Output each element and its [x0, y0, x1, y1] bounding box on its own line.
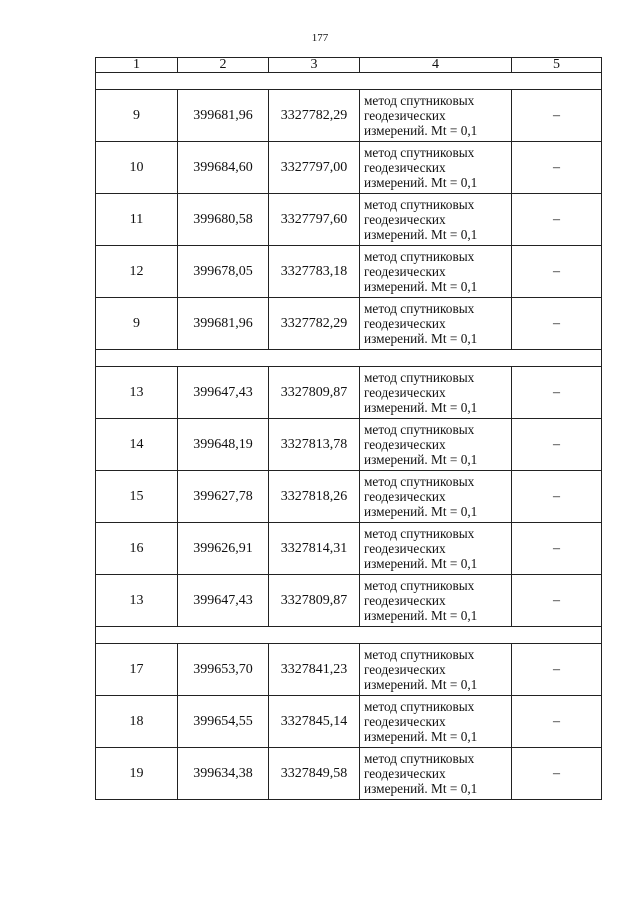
method-cell — [360, 90, 512, 142]
group-separator-row — [96, 350, 602, 367]
y-coordinate-cell: 3327814,31 — [269, 523, 360, 575]
table-row — [96, 367, 602, 419]
method-text-line: геодезических — [364, 437, 446, 452]
x-coordinate-cell: 399626,91 — [178, 523, 269, 575]
table-row — [96, 419, 602, 471]
method-text-line: метод спутниковых — [364, 249, 475, 264]
method-cell — [360, 367, 512, 419]
note-cell: – — [512, 246, 602, 298]
x-coordinate-cell: 399681,96 — [178, 298, 269, 350]
table-row — [96, 298, 602, 350]
column-header-4: 4 — [360, 58, 512, 73]
method-text-line: геодезических — [364, 766, 446, 781]
note-cell: – — [512, 471, 602, 523]
method-text-line: геодезических — [364, 385, 446, 400]
note-cell: – — [512, 523, 602, 575]
method-text-line: метод спутниковых — [364, 93, 475, 108]
method-text-line: измерений. Mt = 0,1 — [364, 279, 478, 294]
group-separator-row — [96, 73, 602, 90]
method-text-line: метод спутниковых — [364, 474, 475, 489]
table-row — [96, 90, 602, 142]
method-text-line: геодезических — [364, 160, 446, 175]
x-coordinate-cell: 399647,43 — [178, 575, 269, 627]
point-number-cell: 13 — [96, 575, 178, 627]
note-cell: – — [512, 142, 602, 194]
method-text-line: измерений. Mt = 0,1 — [364, 175, 478, 190]
x-coordinate-cell: 399648,19 — [178, 419, 269, 471]
note-cell: – — [512, 298, 602, 350]
method-text-line: геодезических — [364, 316, 446, 331]
y-coordinate-cell: 3327782,29 — [269, 298, 360, 350]
method-cell — [360, 575, 512, 627]
point-number-cell: 15 — [96, 471, 178, 523]
method-text-line: метод спутниковых — [364, 647, 475, 662]
table-row — [96, 575, 602, 627]
method-cell — [360, 748, 512, 800]
method-text-line: измерений. Mt = 0,1 — [364, 677, 478, 692]
y-coordinate-cell: 3327809,87 — [269, 367, 360, 419]
method-text-line: измерений. Mt = 0,1 — [364, 729, 478, 744]
method-cell — [360, 523, 512, 575]
method-cell — [360, 696, 512, 748]
y-coordinate-cell: 3327782,29 — [269, 90, 360, 142]
y-coordinate-cell: 3327849,58 — [269, 748, 360, 800]
table-body — [96, 73, 602, 800]
y-coordinate-cell: 3327845,14 — [269, 696, 360, 748]
method-text-line: измерений. Mt = 0,1 — [364, 452, 478, 467]
note-cell: – — [512, 367, 602, 419]
y-coordinate-cell: 3327841,23 — [269, 644, 360, 696]
point-number-cell: 9 — [96, 298, 178, 350]
method-cell — [360, 471, 512, 523]
method-text-line: измерений. Mt = 0,1 — [364, 608, 478, 623]
table-row — [96, 696, 602, 748]
column-header-1: 1 — [96, 58, 178, 73]
point-number-cell: 13 — [96, 367, 178, 419]
method-cell — [360, 419, 512, 471]
group-separator-cell — [96, 350, 602, 367]
page-number: 177 — [311, 32, 329, 44]
method-cell — [360, 194, 512, 246]
column-header-5: 5 — [512, 58, 602, 73]
point-number-cell: 14 — [96, 419, 178, 471]
note-cell: – — [512, 696, 602, 748]
method-text-line: измерений. Mt = 0,1 — [364, 123, 478, 138]
method-text-line: метод спутниковых — [364, 301, 475, 316]
point-number-cell: 16 — [96, 523, 178, 575]
method-text-line: геодезических — [364, 108, 446, 123]
method-text-line: метод спутниковых — [364, 699, 475, 714]
point-number-cell: 10 — [96, 142, 178, 194]
method-text-line: метод спутниковых — [364, 422, 475, 437]
group-separator-cell — [96, 627, 602, 644]
method-text-line: метод спутниковых — [364, 145, 475, 160]
y-coordinate-cell: 3327797,60 — [269, 194, 360, 246]
y-coordinate-cell: 3327818,26 — [269, 471, 360, 523]
group-separator-cell — [96, 73, 602, 90]
table-row — [96, 194, 602, 246]
y-coordinate-cell: 3327813,78 — [269, 419, 360, 471]
method-text-line: геодезических — [364, 489, 446, 504]
method-text-line: геодезических — [364, 662, 446, 677]
note-cell: – — [512, 90, 602, 142]
method-cell — [360, 644, 512, 696]
note-cell: – — [512, 644, 602, 696]
x-coordinate-cell: 399634,38 — [178, 748, 269, 800]
method-text-line: измерений. Mt = 0,1 — [364, 400, 478, 415]
method-text-line: измерений. Mt = 0,1 — [364, 331, 478, 346]
note-cell: – — [512, 194, 602, 246]
method-text-line: геодезических — [364, 593, 446, 608]
method-text-line: метод спутниковых — [364, 526, 475, 541]
point-number-cell: 11 — [96, 194, 178, 246]
x-coordinate-cell: 399680,58 — [178, 194, 269, 246]
table-row — [96, 246, 602, 298]
column-header-3: 3 — [269, 58, 360, 73]
method-text-line: геодезических — [364, 541, 446, 556]
method-text-line: измерений. Mt = 0,1 — [364, 227, 478, 242]
method-text-line: метод спутниковых — [364, 751, 475, 766]
method-text-line: геодезических — [364, 714, 446, 729]
point-number-cell: 18 — [96, 696, 178, 748]
table-row — [96, 142, 602, 194]
x-coordinate-cell: 399678,05 — [178, 246, 269, 298]
table-row — [96, 644, 602, 696]
note-cell: – — [512, 575, 602, 627]
column-header-2: 2 — [178, 58, 269, 73]
method-text-line: метод спутниковых — [364, 197, 475, 212]
method-cell — [360, 142, 512, 194]
group-separator-row — [96, 627, 602, 644]
table-row — [96, 523, 602, 575]
table-row — [96, 748, 602, 800]
header-row — [96, 58, 602, 73]
y-coordinate-cell: 3327797,00 — [269, 142, 360, 194]
point-number-cell: 19 — [96, 748, 178, 800]
method-text-line: геодезических — [364, 264, 446, 279]
x-coordinate-cell: 399647,43 — [178, 367, 269, 419]
table-row — [96, 471, 602, 523]
y-coordinate-cell: 3327809,87 — [269, 575, 360, 627]
point-number-cell: 9 — [96, 90, 178, 142]
method-text-line: геодезических — [364, 212, 446, 227]
method-cell — [360, 246, 512, 298]
method-text-line: измерений. Mt = 0,1 — [364, 504, 478, 519]
point-number-cell: 17 — [96, 644, 178, 696]
method-cell — [360, 298, 512, 350]
x-coordinate-cell: 399627,78 — [178, 471, 269, 523]
x-coordinate-cell: 399681,96 — [178, 90, 269, 142]
point-number-cell: 12 — [96, 246, 178, 298]
coordinates-table — [95, 57, 602, 800]
x-coordinate-cell: 399684,60 — [178, 142, 269, 194]
method-text-line: метод спутниковых — [364, 370, 475, 385]
x-coordinate-cell: 399654,55 — [178, 696, 269, 748]
x-coordinate-cell: 399653,70 — [178, 644, 269, 696]
note-cell: – — [512, 419, 602, 471]
note-cell: – — [512, 748, 602, 800]
method-text-line: метод спутниковых — [364, 578, 475, 593]
method-text-line: измерений. Mt = 0,1 — [364, 556, 478, 571]
method-text-line: измерений. Mt = 0,1 — [364, 781, 478, 796]
y-coordinate-cell: 3327783,18 — [269, 246, 360, 298]
